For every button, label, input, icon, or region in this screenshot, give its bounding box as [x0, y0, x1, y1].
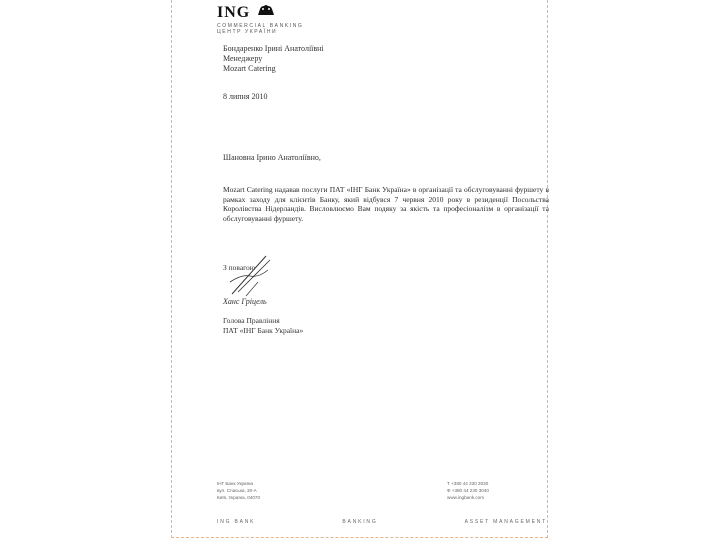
- signer-title-block: [223, 316, 303, 335]
- letter-body: Mozart Catering надавав послуги ПАТ «ІНГ Банк Україна» в організації та обслуговуванні фуршету в рамках заходу для клієнтів Банку, який відбувся 7 червня 2010 року в резиденції Посольства Королівства Нідерландів. Висловлюємо Вам подяку за якість та професіоналізм в організації та обслуговуванні фуршету.: [223, 185, 549, 223]
- recipient-block: [223, 44, 324, 74]
- signer-title: Голова Правління: [223, 316, 280, 325]
- letterhead-subtitle-line: COMMERCIAL BANKING: [217, 23, 304, 29]
- footer-bottom-left: ING BANK: [217, 519, 256, 525]
- recipient-company: Mozart Catering: [223, 64, 276, 73]
- footer-contact-line: Т +380 44 230 3030: [447, 481, 489, 486]
- footer-contacts: [447, 480, 489, 501]
- ing-logo: [217, 3, 276, 22]
- letterhead-subtitle-line: ЦЕНТР УКРАЇНИ: [217, 29, 278, 35]
- letter-date: 8 липня 2010: [223, 92, 268, 101]
- footer-address-line: вул. Спаська, 30-А: [217, 488, 257, 493]
- logo-wordmark: ING: [217, 3, 251, 21]
- footer-bottom-bar: [217, 519, 547, 525]
- letterhead-subtitle: [217, 23, 303, 35]
- footer-address: [217, 480, 260, 501]
- footer-contact-line: Ф +380 44 230 3040: [447, 488, 489, 493]
- recipient-name: Бондаренко Ірині Анатоліївні: [223, 44, 324, 53]
- handwritten-signature: [228, 252, 278, 303]
- signer-company: ПАТ «ІНГ Банк Україна»: [223, 325, 304, 335]
- lion-icon: [256, 3, 276, 22]
- letter-page: [171, 0, 548, 538]
- footer-contact-line: www.ingbank.com: [447, 495, 485, 500]
- recipient-role: Менеджеру: [223, 54, 263, 63]
- closing: З повагою: [223, 263, 256, 272]
- footer-address-line: ІНГ Банк Україна: [217, 481, 253, 486]
- salutation: Шановна Ірино Анатоліївно,: [223, 153, 321, 162]
- footer-bottom-middle: BANKING: [342, 519, 378, 525]
- footer-bottom-right: ASSET MANAGEMENT: [464, 519, 547, 525]
- footer-address-line: Київ, Україна, 04070: [217, 495, 261, 500]
- signer-name: Ханс Гріцель: [223, 297, 267, 306]
